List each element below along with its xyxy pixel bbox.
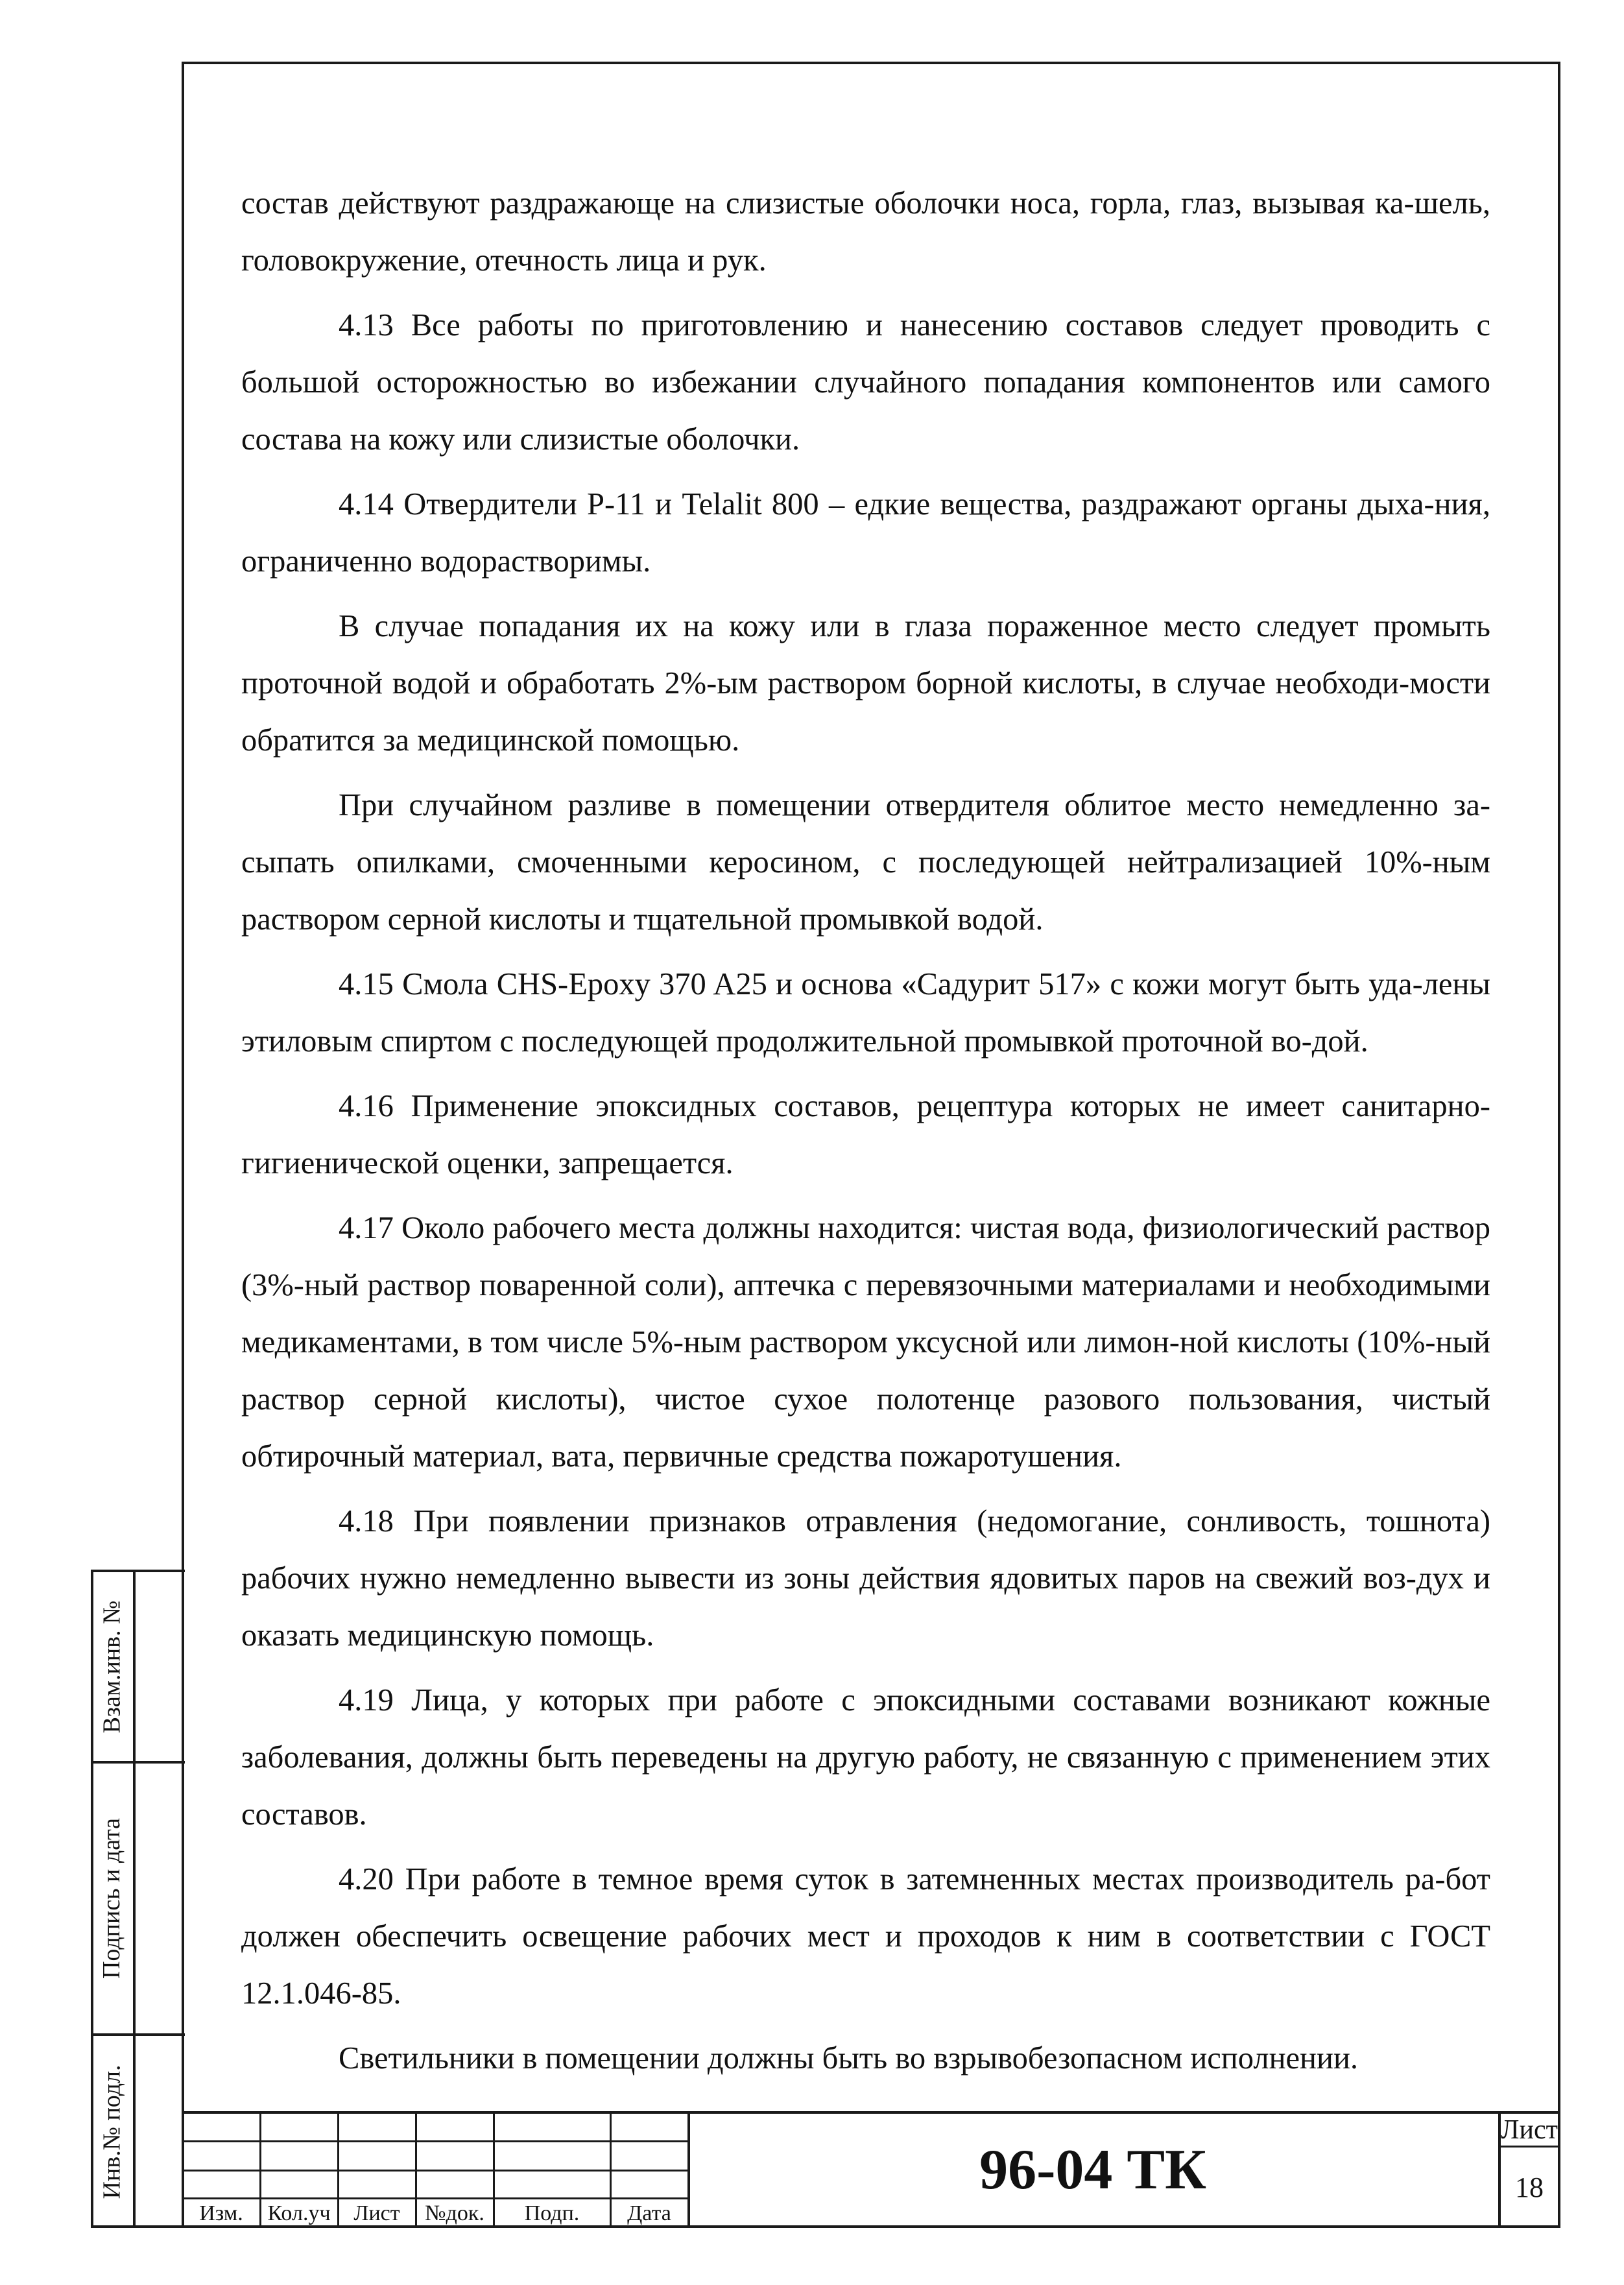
paragraph: 4.14 Отвердители Р-11 и Telalit 800 – едкие вещества, раздражают органы дыха-ния, ограниченно водорастворимы. (241, 487, 1490, 579)
title-block-caption: Изм. (199, 2201, 243, 2225)
title-block-caption: №док. (425, 2201, 484, 2225)
paragraph: При случайном разливе в помещении отвердителя облитое место немедленно за-сыпать опилками, смоченными керосином, с последующей нейтрализацией 10%-ным раствором серной кислоты и тщательной промывкой водой. (241, 788, 1490, 937)
paragraph: В случае попадания их на кожу или в глаза пораженное место следует промыть проточной водой и обработать 2%-ым раствором борной кислоты, в случае необходи-мости обратится за медицинской помощью. (241, 609, 1490, 758)
side-label-text: Подпись и дата (98, 1817, 126, 1980)
title-block-line (182, 2170, 687, 2171)
side-label-replace-inv (91, 1572, 133, 1761)
title-block-caption: Кол.уч (267, 2201, 331, 2225)
side-label-inv-original (91, 2036, 133, 2228)
paragraph: состав действуют раздражающе на слизистые оболочки носа, горла, глаз, вызывая ка-шель, головокружение, отечность лица и рук. (241, 186, 1490, 278)
paragraph: 4.17 Около рабочего места должны находится: чистая вода, физиологический раствор (3%-ный раствор поваренной соли), аптечка с перевязочными материалами и необходимыми медикаментами, в том числе 5%-ным раствором уксусной или лимон-ной кислоты (10%-ный раствор серной кислоты), чистое сухое полотенце разового пользования, чистый обтирочный материал, вата, первичные средства пожаротушения. (241, 1211, 1490, 1474)
sheet-label: Лист (1501, 2115, 1558, 2145)
paragraph: Светильники в помещении должны быть во взрывобезопасном исполнении. (339, 2041, 1359, 2076)
title-block-caption: Дата (627, 2201, 671, 2225)
title-block-caption: Подп. (524, 2201, 580, 2225)
title-block-caption: Лист (353, 2201, 400, 2225)
paragraph: 4.18 При появлении признаков отравления (недомогание, сонливость, тошнота) рабочих нужно немедленно вывести из зоны действия ядовитых паров на свежий воз-дух и оказать медицинскую помощь. (241, 1504, 1490, 1653)
paragraph: 4.20 При работе в темное время суток в затемненных местах производитель ра-бот должен обеспечить освещение рабочих мест и проходов к ним в соответствии с ГОСТ 12.1.046-85. (241, 1862, 1490, 2011)
title-block-line (182, 2140, 687, 2142)
paragraph: 4.13 Все работы по приготовлению и нанесению составов следует проводить с большой осторожностью во избежании случайного попадания компонентов или самого состава на кожу или слизистые оболочки. (241, 308, 1490, 457)
paragraph: 4.15 Смола CHS-Epoxy 370 A25 и основа «Садурит 517» с кожи могут быть уда-лены этиловым спиртом с последующей продолжительной промывкой проточной во-дой. (241, 967, 1490, 1059)
paragraph: 4.16 Применение эпоксидных составов, рецептура которых не имеет санитарно-гигиенической оценки, запрещается. (241, 1089, 1490, 1180)
paragraph: 4.19 Лица, у которых при работе с эпоксидными составами возникают кожные заболевания, должны быть переведены на другую работу, не связанную с применением этих составов. (241, 1683, 1490, 1832)
side-label-text: Инв.№ подл. (98, 2064, 126, 2199)
document-code: 96-04 ТК (979, 2138, 1206, 2201)
document-body (241, 175, 1490, 2087)
side-stamp-divider (133, 1570, 136, 2228)
sheet-number: 18 (1515, 2171, 1544, 2203)
side-label-text: Взам.инв. № (98, 1600, 126, 1733)
side-label-signature-date (91, 1764, 133, 2033)
